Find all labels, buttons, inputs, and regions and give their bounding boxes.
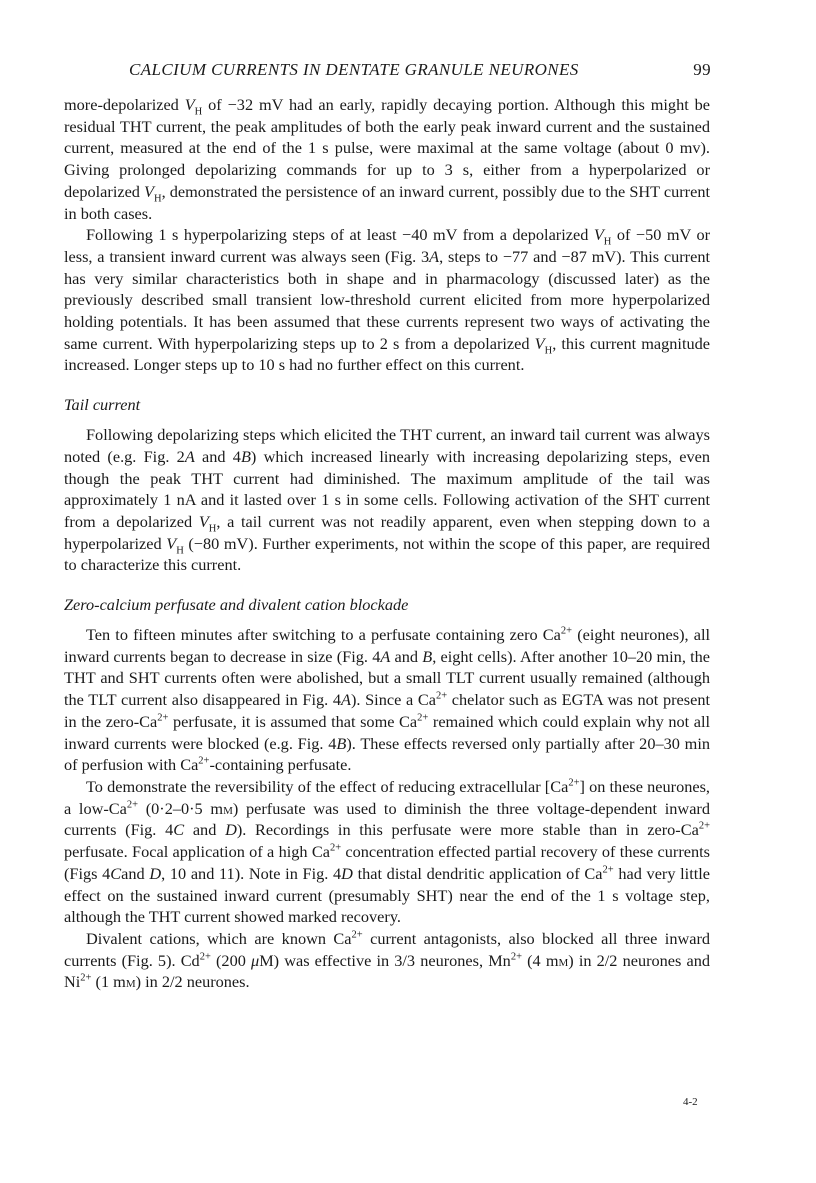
paragraph: Divalent cations, which are known $Ca^{2+}$ current antagonists, also blocked all three inward currents (Fig. 5). $Cd^{2+}$ (200 μM) was effective in 3/3 neurones, $Mn^{2+}$ (4 mm) in 2/2 neurones and $Ni^{2+}$ (1 mm) in 2/2 neurones. <box>64 928 711 992</box>
section-heading-zero-calcium: Zero-calcium perfusate and divalent cation blockade <box>64 595 409 615</box>
paragraph: Following 1 s hyperpolarizing steps of at least −40 mV from a depolarized $V_H$ of −50 mV or less, a transient inward current was always seen (Fig. 3A, steps to −77 and −87 mV). This current has very similar characteristics both in shape and in pharmacology (discussed later) as the previously described small transient low-threshold current elicited from more hyperpolarized holding potentials. It has been assumed that these currents represent two ways of activating the same current. With hyperpolarizing steps up to 2 s from a depolarized $V_H$, this current magnitude increased. Longer steps up to 10 s had no further effect on this current. <box>64 225 711 375</box>
running-title: CALCIUM CURRENTS IN DENTATE GRANULE NEURONES <box>129 60 579 79</box>
section-heading-tail-current: Tail current <box>64 395 141 415</box>
paragraph: To demonstrate the reversibility of the effect of reducing extracellular $[Ca^{2+}]$ on these neurones, a low-$Ca^{2+}$ (0·2–0·5 mm) perfusate was used to diminish the three voltage-dependent inward currents (Fig. 4C and D). Recordings in this perfusate were more stable than in zero-$Ca^{2+}$ perfusate. Focal application of a high $Ca^{2+}$ concentration effected partial recovery of these currents (Figs 4Cand D, 10 and 11). Note in Fig. 4D that distal dendritic application of $Ca^{2+}$ had very little effect on the sustained inward current (presumably SHT) near the end of the 1 s voltage step, although the THT current showed marked recovery. <box>64 776 710 927</box>
paragraph: Following depolarizing steps which elicited the THT current, an inward tail current was always noted (e.g. Fig. 2A and 4B) which increased linearly with increasing depolarizing steps, even though the peak THT current had diminished. The maximum amplitude of the tail was approximately 1 nA and it lasted over 1 s in some cells. Following activation of the SHT current from a depolarized $V_H$, a tail current was not readily apparent, even when stepping down to a hyperpolarized $V_H$ (−80 mV). Further experiments, not within the scope of this paper, are required to characterize this current. <box>64 425 710 575</box>
paragraph: Ten to fifteen minutes after switching to a perfusate containing zero $Ca^{2+}$ (eight neurones), all inward currents began to decrease in size (Fig. 4A and B, eight cells). After another 10–20 min, the THT and SHT currents often were abolished, but a small TLT current usually remained (although the TLT current also disappeared in Fig. 4A). Since a $Ca^{2+}$ chelator such as EGTA was not present in the zero-$Ca^{2+}$ perfusate, it is assumed that some $Ca^{2+}$ remained which could explain why not all inward currents were blocked (e.g. Fig. 4B). These effects reversed only partially after 20–30 min of perfusion with $Ca^{2+}$-containing perfusate. <box>64 625 711 775</box>
running-header <box>129 60 711 84</box>
article-body <box>64 94 710 993</box>
paragraph: more-depolarized $V_H$ of −32 mV had an early, rapidly decaying portion. Although this might be residual THT current, the peak amplitudes of both the early peak inward current and the sustained current, measured at the end of the 1 s pulse, were maximal at the same voltage (about 0 mv). Giving prolonged depolarizing commands for up to 3 s, either from a hyperpolarized or depolarized $V_H$, demonstrated the persistence of an inward current, possibly due to the SHT current in both cases. <box>64 95 710 223</box>
footer-signature-mark: 4-2 <box>683 1096 698 1108</box>
page-number: 99 <box>693 60 711 79</box>
